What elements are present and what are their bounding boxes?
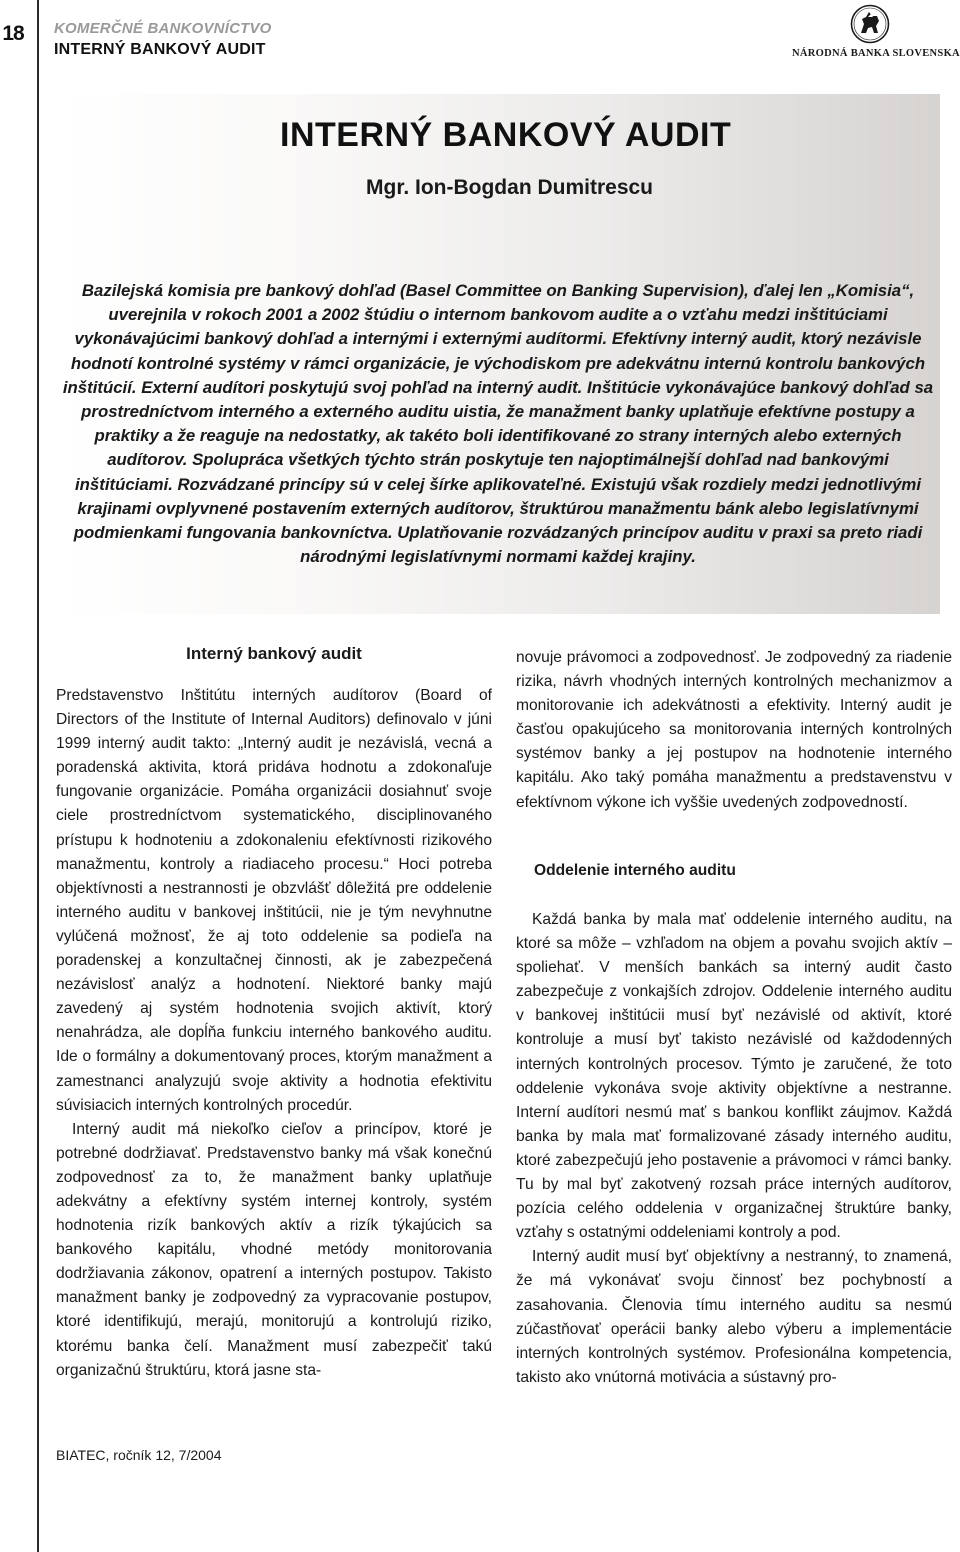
right-column-intro — [516, 646, 952, 815]
right-column — [516, 908, 952, 1390]
paragraph: Interný audit musí byť objektívny a nestranný, to znamená, že má vykonávať svoju činnosť bez pochybností a zasahovania. Členovia tímu interného auditu sa nesmú zúčastňovať operácii banky alebo výberu a implementácie interných kontrolných systémov. Profesionálna kompetencia, takisto ako vnútorná motivácia a sústavný pro- — [516, 1248, 952, 1386]
logo-text: NÁRODNÁ BANKA SLOVENSKA — [792, 48, 960, 59]
paragraph: Interný audit má niekoľko cieľov a princípov, ktoré je potrebné dodržiavať. Predstavenstvo banky má však konečnú zodpovednosť za to, že manažment banky uplatňuje adekvátny a efektívny systém internej kontroly, systém hodnotenia rizík bankových aktív a rizík týkajúcich sa bankového kapitálu, vhodné metódy monitorovania dodržiavania zákonov, opatrení a interných postupov. Takisto manažment banky je zodpovedný za vypracovanie postupov, ktoré identifikujú, merajú, monitorujú a kontrolujú riziko, ktorému banka čelí. Manažment musí zabezpečiť takú organizačnú štruktúru, ktorá jasne sta- — [56, 1120, 492, 1379]
section-heading-audit-department: Oddelenie interného auditu — [534, 862, 736, 879]
nbs-logo — [792, 4, 960, 64]
page-number: 18 — [2, 22, 24, 45]
nbs-emblem-icon — [850, 4, 890, 44]
article-abstract — [62, 279, 934, 569]
left-margin-rule — [37, 0, 39, 1552]
paragraph: novuje právomoci a zodpovednosť. Je zodpovedný za riadenie rizika, návrh vhodných interných kontrolných mechanizmov a monitorovanie ich adekvátnosti a efektivity. Interný audit je časťou opakujúceho sa monitorovania interných kontrolných systémov banky a jej postupov na hodnotenie interného kapitálu. Ako taký pomáha manažmentu a predstavenstvu v efektívnom výkone ich vyššie uvedených zodpovedností. — [516, 649, 952, 811]
section-heading-internal-audit: Interný bankový audit — [186, 644, 362, 663]
article-title: INTERNÝ BANKOVÝ AUDIT — [280, 116, 732, 154]
footer-citation: BIATEC, ročník 12, 7/2004 — [56, 1447, 222, 1463]
header-running-title: INTERNÝ BANKOVÝ AUDIT — [54, 41, 266, 58]
article-author: Mgr. Ion-Bogdan Dumitrescu — [366, 176, 654, 199]
header-section-label: KOMERČNÉ BANKOVNÍCTVO — [54, 20, 272, 37]
paragraph: Každá banka by mala mať oddelenie interného auditu, na ktoré sa môže – vzhľadom na objem a povahu svojich aktív – spoliehať. V menších bankách sa interný audit často zabezpečuje z vonkajších zdrojov. Oddelenie interného auditu v bankovej inštitúcii musí byť nezávislé od aktivít, ktoré kontroluje a musí byť takisto nezávislé od každodenných interných kontrolných procesov. Týmto je zaručené, že toto oddelenie vykonáva svoje aktivity objektívne a nestranne. Interní audítori nesmú mať s bankou konflikt záujmov. Každá banka by mala mať formalizované zásady interného auditu, ktoré zabezpečujú jeho postavenie a právomoci v rámci banky. Tu by mal byť zakotvený rozsah práce interných audítorov, pozícia celého oddelenia v organizačnej štruktúre banky, vzťahy s ostatnými oddeleniami kontroly a pod. — [516, 911, 952, 1242]
paragraph: Predstavenstvo Inštitútu interných audítorov (Board of Directors of the Institute of Internal Auditors) definovalo v júni 1999 interný audit takto: „Interný audit je nezávislá, vecná a poradenská aktivita, ktorá pridáva hodnotu a zdokonaľuje fungovanie organizácie. Pomáha organizácii dosiahnuť svoje ciele prostredníctvom systematického, disciplinovaného prístupu k hodnoteniu a zdokonaleniu efektívnosti rizikového manažmentu, kontroly a riadiaceho procesu.“ Hoci potreba objektívnosti a nestrannosti je obzvlášť dôležitá pre oddelenie interného auditu v bankovej inštitúcii, nie je tým nevyhnutne vylúčená možnosť, že aj toto oddelenie sa podieľa na poradenskej a konzultačnej činnosti, ak je zabezpečená nezávislosť analýz a hodnotení. Niektoré banky majú zavedený aj systém hodnotenia svojich aktivít, ktorý nenahrádza, ale dopĺňa funkciu interného bankového auditu. Ide o formálny a dokumentovaný proces, ktorým manažment a zamestnanci analyzujú svoje aktivity a hodnotia efektivitu súvisiacich interných kontrolných procedúr. — [56, 687, 492, 1114]
abstract-text: Bazilejská komisia pre bankový dohľad (Basel Committee on Banking Supervision), ďalej len „Komisia“, uverejnila v rokoch 2001 a 2002 štúdiu o internom bankovom audite a o vzťahu medzi inštitúciami vykonávajúcimi bankový dohľad a internými i externými audítormi. Efektívny interný audit, ktorý nezávisle hodnotí kontrolné systémy v rámci organizácie, je východiskom pre adekvátnu internú kontrolu bankových inštitúcií. Externí audítori poskytujú svoj pohľad na interný audit. Inštitúcie vykonávajúce bankový dohľad sa prostredníctvom interného a externého auditu uistia, že manažment banky uplatňuje efektívne postupy a praktiky a že reaguje na nedostatky, ak takéto boli identifikované zo strany interných alebo externých audítorov. Spolupráca všetkých týchto strán poskytuje ten najoptimálnejší dohľad nad bankovými inštitúciami. Rozvádzané princípy sú v celej šírke aplikovateľné. Existujú však rozdiely medzi jednotlivými krajinami ovplyvnené postavením externých audítorov, štruktúrou manažmentu bánk alebo legislatívnymi podmienkami fungovania bankovníctva. Uplatňovanie rozvádzaných princípov auditu v praxi sa preto riadi národnými legislatívnymi normami každej krajiny. — [62, 281, 934, 567]
left-column — [56, 684, 492, 1383]
